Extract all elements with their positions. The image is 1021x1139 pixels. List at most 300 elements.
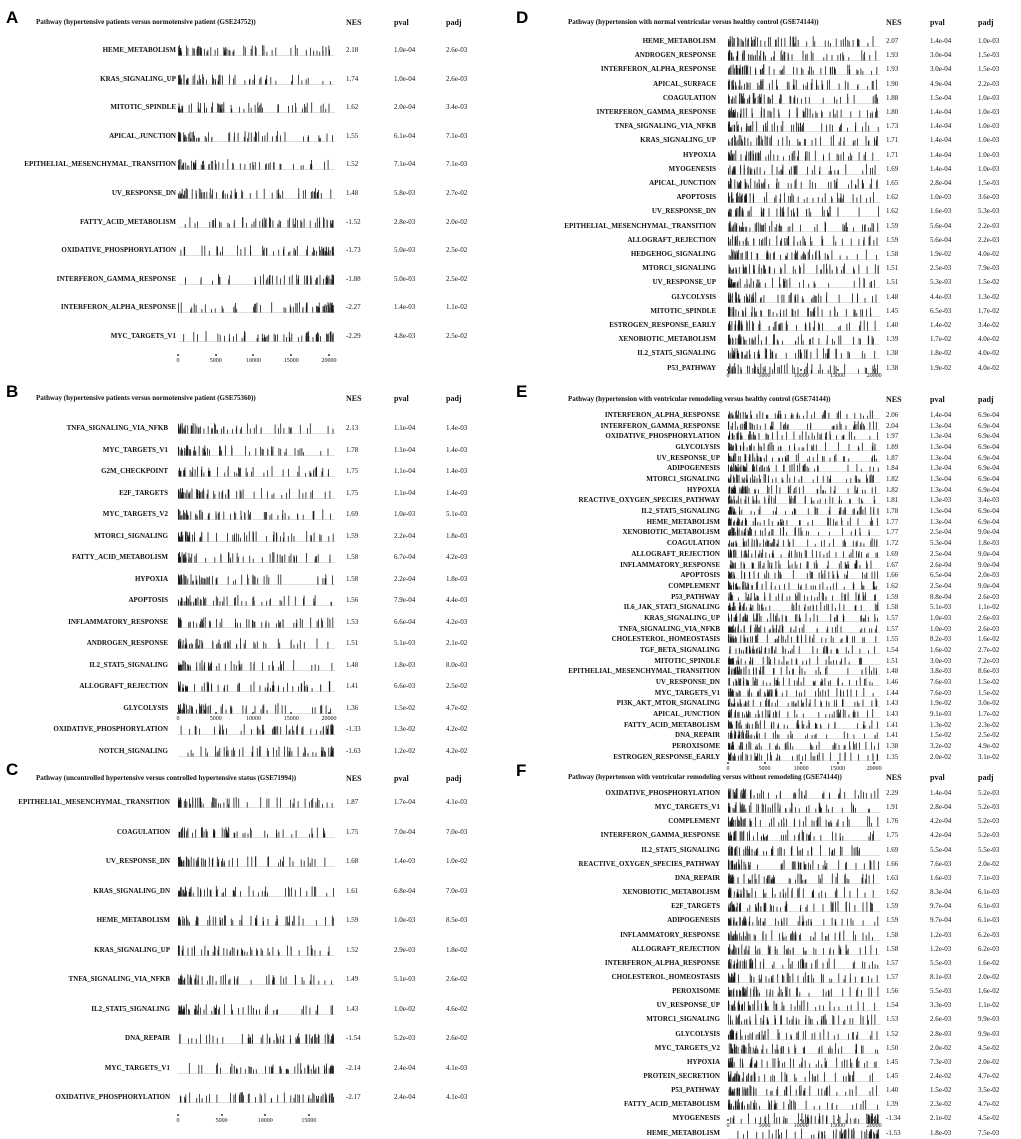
nes-value: 1.84 [886,464,898,472]
gene-rank-barcode [728,277,880,288]
pval-value: 9.1e-03 [930,710,951,718]
pval-value: 2.5e-04 [930,550,951,558]
pathway-row [510,1084,1020,1096]
gene-rank-barcode [728,720,880,729]
axis-tick-label: 0 [727,1123,730,1129]
nes-value: 1.78 [886,507,898,515]
pathway-name: NOTCH_SIGNALING [99,747,168,755]
pathway-row [510,943,1020,955]
pathway-row [0,885,500,897]
gene-rank-barcode [728,463,880,472]
pval-value: 1.4e-04 [930,122,951,130]
gene-rank-barcode [728,1014,880,1025]
axis-tick-mark [215,354,217,356]
gene-rank-barcode [728,986,880,997]
pathway-name: KRAS_SIGNALING_UP [640,136,716,144]
gene-rank-barcode [728,709,880,718]
panel-label: B [6,382,18,402]
pathway-name: MTORC1_SIGNALING [646,1015,720,1023]
padj-value: 2.6e-02 [446,1034,467,1042]
padj-value: 1.1e-02 [446,303,467,311]
padj-value: 6.9e-04 [978,475,999,483]
pval-value: 5.3e-03 [930,278,951,286]
pval-value: 5.5e-03 [930,959,951,967]
padj-value: 4.0e-02 [978,349,999,357]
gene-rank-barcode [728,613,880,622]
pathway-name: P53_PATHWAY [671,1086,720,1094]
nes-value: 1.62 [346,103,358,111]
nes-value: 1.69 [886,550,898,558]
gene-rank-barcode [178,1092,335,1103]
nes-value: -1.33 [346,725,361,733]
pval-value: 4.2e-04 [930,831,951,839]
axis-tick-mark [308,1114,310,1116]
gene-rank-barcode [728,410,880,419]
gene-rank-barcode [178,331,335,342]
pval-value: 1.0e-03 [930,193,951,201]
padj-value: 2.3e-02 [978,721,999,729]
pathway-row [0,659,500,671]
pathway-name: HYPOXIA [135,575,168,583]
nes-value: 1.81 [886,496,898,504]
panel-e [510,374,1020,754]
pathway-name: HYPOXIA [687,1058,720,1066]
pathway-row [510,220,1020,232]
gene-rank-barcode [178,1033,335,1044]
axis-tick-label: 5000 [216,1118,228,1124]
pval-value: 1.0e-02 [394,1005,415,1013]
nes-value: 1.62 [886,582,898,590]
padj-value: 2.6e-03 [978,625,999,633]
pval-value: 1.6e-03 [930,874,951,882]
pval-value: 5.6e-04 [930,222,951,230]
pval-value: 5.0e-03 [394,246,415,254]
nes-value: -2.27 [346,303,361,311]
nes-value: 1.48 [346,661,358,669]
pathway-row [510,262,1020,274]
pathway-name: APICAL_SURFACE [653,80,716,88]
pathway-row [510,333,1020,345]
pathway-name: INTERFERON_ALPHA_RESPONSE [601,65,716,73]
nes-value: 1.57 [886,625,898,633]
pval-value: 1.6e-03 [930,207,951,215]
gene-rank-barcode [728,1128,880,1139]
pathway-name: GLYCOLYSIS [671,293,716,301]
gene-rank-barcode [728,859,880,870]
gene-rank-barcode [728,164,880,175]
pathway-name: E2F_TARGETS [119,489,168,497]
pathway-row [510,305,1020,317]
nes-value: -1.63 [346,747,361,755]
pathway-name: G2M_CHECKPOINT [101,467,168,475]
gene-rank-barcode [728,221,880,232]
pathway-row [0,973,500,985]
padj-value: 5.2e-03 [978,803,999,811]
axis-tick-label: 10000 [794,1123,809,1129]
gene-rank-barcode [728,334,880,345]
padj-value: 2.5e-02 [446,682,467,690]
padj-value: 5.2e-03 [978,789,999,797]
pval-value: 1.4e-03 [394,857,415,865]
pathway-name: TNFA_SIGNALING_VIA_NFKB [69,975,170,983]
pathway-name: IL2_STAT5_SIGNALING [89,661,168,669]
padj-value: 1.0e-03 [978,136,999,144]
pathway-name: HYPOXIA [687,486,720,494]
nes-value: 1.59 [346,916,358,924]
gene-rank-barcode [728,624,880,633]
gene-rank-barcode [728,1071,880,1082]
column-header-nes: NES [886,773,902,782]
nes-value: 1.51 [346,639,358,647]
pathway-name: ALLOGRAFT_REJECTION [79,682,168,690]
nes-value: 1.75 [346,489,358,497]
gene-rank-barcode [728,135,880,146]
nes-value: 1.54 [886,646,898,654]
axis-tick-mark [215,712,217,714]
pathway-name: UV_RESPONSE_UP [657,1001,720,1009]
pathway-name: CHOLESTEROL_HOMEOSTASIS [612,635,720,643]
pathway-name: MYC_TARGETS_V1 [655,689,720,697]
padj-value: 4.1e-03 [446,1093,467,1101]
pathway-name: MITOTIC_SPINDLE [650,307,716,315]
pathway-row [510,163,1020,175]
nes-value: 1.57 [886,614,898,622]
pval-value: 2.5e-03 [930,264,951,272]
gene-rank-barcode [728,688,880,697]
padj-value: 1.6e-02 [978,635,999,643]
pathway-name: APICAL_JUNCTION [653,710,720,718]
pathway-row [510,319,1020,331]
gene-rank-barcode [178,274,335,285]
pathway-row [0,73,500,85]
pval-value: 1.0e-03 [394,510,415,518]
padj-value: 8.6e-03 [978,667,999,675]
nes-value: 1.51 [886,264,898,272]
nes-value: 1.93 [886,51,898,59]
gene-rank-barcode [178,886,335,897]
gene-rank-barcode [728,292,880,303]
pval-value: 2.5e-04 [930,528,951,536]
pathway-row [0,616,500,628]
pathway-name: DNA_REPAIR [675,874,720,882]
pathway-name: TGF_BETA_SIGNALING [640,646,720,654]
pval-value: 1.1e-04 [394,467,415,475]
nes-value: 1.77 [886,518,898,526]
nes-value: 1.76 [886,817,898,825]
pval-value: 3.0e-03 [930,657,951,665]
padj-value: 3.4e-02 [978,321,999,329]
pathway-name: XENOBIOTIC_METABOLISM [619,335,717,343]
padj-value: 5.2e-03 [978,831,999,839]
gene-rank-barcode [728,816,880,827]
padj-value: 6.9e-04 [978,518,999,526]
gene-rank-barcode [178,856,335,867]
nes-value: 1.66 [886,860,898,868]
padj-value: 6.9e-04 [978,454,999,462]
pathway-name: OXIDATIVE_PHOSPHORYLATION [605,432,720,440]
nes-value: 1.38 [886,742,898,750]
pathway-name: UV_RESPONSE_DN [652,207,716,215]
nes-value: 1.58 [886,603,898,611]
gene-rank-barcode [728,915,880,926]
pathway-row [510,248,1020,260]
pval-value: 8.2e-03 [930,635,951,643]
pathway-name: IL6_JAK_STAT3_SIGNALING [624,603,720,611]
pathway-name: HEDGEHOG_SIGNALING [631,250,716,258]
pval-value: 6.8e-04 [394,887,415,895]
pathway-row [0,44,500,56]
pval-value: 5.5e-04 [930,846,951,854]
pval-value: 2.8e-04 [930,803,951,811]
pathway-name: INTERFERON_GAMMA_RESPONSE [601,422,720,430]
nes-value: 1.39 [886,1100,898,1108]
nes-value: 1.51 [886,278,898,286]
nes-value: 1.59 [886,236,898,244]
padj-value: 6.2e-03 [978,945,999,953]
pathway-row [510,957,1020,969]
padj-value: 2.0e-02 [978,1058,999,1066]
gene-rank-barcode [178,159,335,170]
padj-value: 1.4e-03 [446,467,467,475]
nes-value: 1.43 [886,699,898,707]
column-header-padj: padj [446,394,462,403]
panel-title: Pathway (hypertenson with ventricular remodeling versus without remodeling (GSE74144)) [568,773,842,781]
padj-value: 9.9e-03 [978,1030,999,1038]
pval-value: 1.0e-03 [394,916,415,924]
pathway-name: UV_RESPONSE_UP [653,278,716,286]
axis-tick-label: 15000 [301,1118,316,1124]
nes-value: 1.82 [886,475,898,483]
pval-value: 1.7e-02 [930,335,951,343]
gene-rank-barcode [178,660,335,671]
nes-value: 1.58 [346,575,358,583]
nes-value: 1.59 [886,916,898,924]
pathway-name: MTORC1_SIGNALING [642,264,716,272]
column-header-nes: NES [346,18,362,27]
pathway-row [0,855,500,867]
pathway-name: OXIDATIVE_PHOSPHORYLATION [53,725,168,733]
nes-value: 1.40 [886,321,898,329]
pval-value: 1.4e-04 [930,108,951,116]
nes-value: 1.58 [346,553,358,561]
pval-value: 6.5e-04 [930,571,951,579]
pval-value: 3.3e-03 [930,1001,951,1009]
pval-value: 1.3e-04 [930,422,951,430]
pval-value: 7.6e-03 [930,860,951,868]
pval-value: 1.2e-03 [930,931,951,939]
column-header-nes: NES [346,774,362,783]
column-header-padj: padj [978,18,994,27]
panel-label: E [516,382,527,402]
nes-value: 1.41 [886,721,898,729]
gene-rank-barcode [178,617,335,628]
padj-value: 9.0e-04 [978,528,999,536]
pval-value: 5.8e-03 [394,189,415,197]
nes-value: 1.89 [886,443,898,451]
panel-title: Pathway (hypertension with normal ventricular versus healthy control (GSE74144)) [568,18,819,26]
pathway-row [0,723,500,735]
axis-tick-label: 15000 [830,766,845,772]
gene-rank-barcode [728,581,880,590]
gene-rank-barcode [728,1029,880,1040]
nes-value: -1.73 [346,246,361,254]
pathway-name: COAGULATION [667,539,720,547]
pathway-name: FATTY_ACID_METABOLISM [624,721,720,729]
pval-value: 7.6e-03 [930,678,951,686]
pval-value: 6.6e-04 [394,618,415,626]
axis-tick-label: 20000 [867,766,882,772]
pathway-name: MYC_TARGETS_V1 [103,446,168,454]
pval-value: 2.2e-04 [394,532,415,540]
padj-value: 6.9e-04 [978,411,999,419]
gene-rank-barcode [728,1043,880,1054]
column-header-nes: NES [886,395,902,404]
pathway-row [0,796,500,808]
pval-value: 1.0e-04 [394,46,415,54]
axis-tick-label: 5000 [759,766,771,772]
pathway-row [510,971,1020,983]
pathway-name: MYOGENESIS [669,165,716,173]
padj-value: 1.0e-03 [978,165,999,173]
padj-value: 6.9e-04 [978,486,999,494]
pathway-name: PROTEIN_SECRETION [643,1072,720,1080]
gene-rank-barcode [728,506,880,515]
pathway-name: HEME_METABOLISM [103,46,176,54]
pathway-name: APOPTOSIS [128,596,168,604]
gene-rank-barcode [728,538,880,547]
gene-rank-barcode [728,93,880,104]
gene-rank-barcode [728,363,880,374]
pval-value: 1.3e-04 [930,454,951,462]
nes-value: 1.59 [886,222,898,230]
pathway-name: EPITHELIAL_MESENCHYMAL_TRANSITION [568,667,720,675]
pval-value: 1.8e-03 [394,661,415,669]
pval-value: 1.5e-04 [930,94,951,102]
padj-value: 2.2e-03 [978,80,999,88]
axis-tick-mark [328,712,330,714]
gene-rank-barcode [728,421,880,430]
padj-value: 5.5e-03 [978,846,999,854]
pval-value: 1.2e-03 [930,945,951,953]
pathway-name: INTERFERON_GAMMA_RESPONSE [57,275,176,283]
column-header-pval: pval [394,774,409,783]
padj-value: 8.0e-03 [446,661,467,669]
padj-value: 7.9e-03 [978,264,999,272]
pathway-row [0,273,500,285]
nes-value: 1.69 [886,846,898,854]
gene-rank-barcode [728,495,880,504]
gene-rank-barcode [728,802,880,813]
padj-value: 4.2e-03 [446,618,467,626]
padj-value: 2.2e-03 [978,236,999,244]
nes-value: 1.45 [886,307,898,315]
pathway-name: INTERFERON_GAMMA_RESPONSE [597,108,716,116]
gene-rank-barcode [178,245,335,256]
pathway-name: APICAL_JUNCTION [109,132,176,140]
pval-value: 1.4e-02 [930,321,951,329]
pval-value: 1.4e-03 [394,303,415,311]
gene-rank-barcode [728,192,880,203]
gene-rank-barcode [728,741,880,750]
column-header-padj: padj [978,773,994,782]
nes-value: 1.54 [886,1001,898,1009]
gene-rank-barcode [178,915,335,926]
pval-value: 2.8e-03 [930,1030,951,1038]
nes-value: 1.61 [346,887,358,895]
gene-rank-barcode [728,730,880,739]
gene-rank-barcode [728,64,880,75]
padj-value: 2.5e-02 [978,731,999,739]
padj-value: 3.1e-02 [978,753,999,761]
padj-value: 5.1e-03 [446,510,467,518]
gene-rank-barcode [728,666,880,675]
column-header-pval: pval [394,394,409,403]
pathway-name: DNA_REPAIR [125,1034,170,1042]
pval-value: 1.1e-04 [394,424,415,432]
pathway-row [510,1098,1020,1110]
pathway-row [510,149,1020,161]
pathway-name: GLYCOLYSIS [123,704,168,712]
padj-value: 2.5e-02 [446,332,467,340]
column-header-padj: padj [978,395,994,404]
pval-value: 1.3e-04 [930,518,951,526]
nes-value: -1.34 [886,1114,901,1122]
pathway-row [510,78,1020,90]
pval-value: 5.2e-03 [394,1034,415,1042]
pathway-name: EPITHELIAL_MESENCHYMAL_TRANSITION [564,222,716,230]
padj-value: 1.1e-02 [978,603,999,611]
padj-value: 6.9e-04 [978,422,999,430]
pval-value: 2.0e-04 [394,103,415,111]
pathway-row [0,301,500,313]
gene-rank-barcode [178,217,335,228]
gene-rank-barcode [728,1099,880,1110]
pval-value: 1.4e-04 [930,165,951,173]
gene-rank-barcode [728,474,880,483]
padj-value: 1.3e-02 [978,293,999,301]
nes-value: -1.53 [886,1129,901,1137]
gene-rank-barcode [178,509,335,520]
pathway-row [0,594,500,606]
pathway-name: TNFA_SIGNALING_VIA_NFKB [67,424,168,432]
axis-tick-mark [177,712,179,714]
pathway-name: P53_PATHWAY [667,364,716,372]
pathway-row [0,826,500,838]
gene-rank-barcode [728,845,880,856]
pathway-name: ANDROGEN_RESPONSE [635,51,716,59]
nes-value: 1.74 [346,75,358,83]
pathway-row [510,844,1020,856]
gene-rank-barcode [728,698,880,707]
nes-value: 1.38 [886,349,898,357]
pathway-row [510,1028,1020,1040]
panel-d [510,0,1020,380]
gene-rank-barcode [178,445,335,456]
axis-tick-label: 10000 [246,716,261,722]
pathway-name: MYOGENESIS [673,1114,720,1122]
panel-title: Pathway (hypertension with ventricular remodeling versus healthy control (GSE74144)) [568,395,831,403]
pathway-row [0,444,500,456]
pathway-name: ALLOGRAFT_REJECTION [627,236,716,244]
padj-value: 7.1e-03 [978,874,999,882]
nes-value: -1.54 [346,1034,361,1042]
padj-value: 6.1e-03 [978,902,999,910]
padj-value: 2.7e-02 [978,646,999,654]
pathway-name: INTERFERON_GAMMA_RESPONSE [601,831,720,839]
gene-rank-barcode [728,1085,880,1096]
padj-value: 1.8e-03 [978,539,999,547]
pathway-name: ADIPOGENESIS [667,464,720,472]
